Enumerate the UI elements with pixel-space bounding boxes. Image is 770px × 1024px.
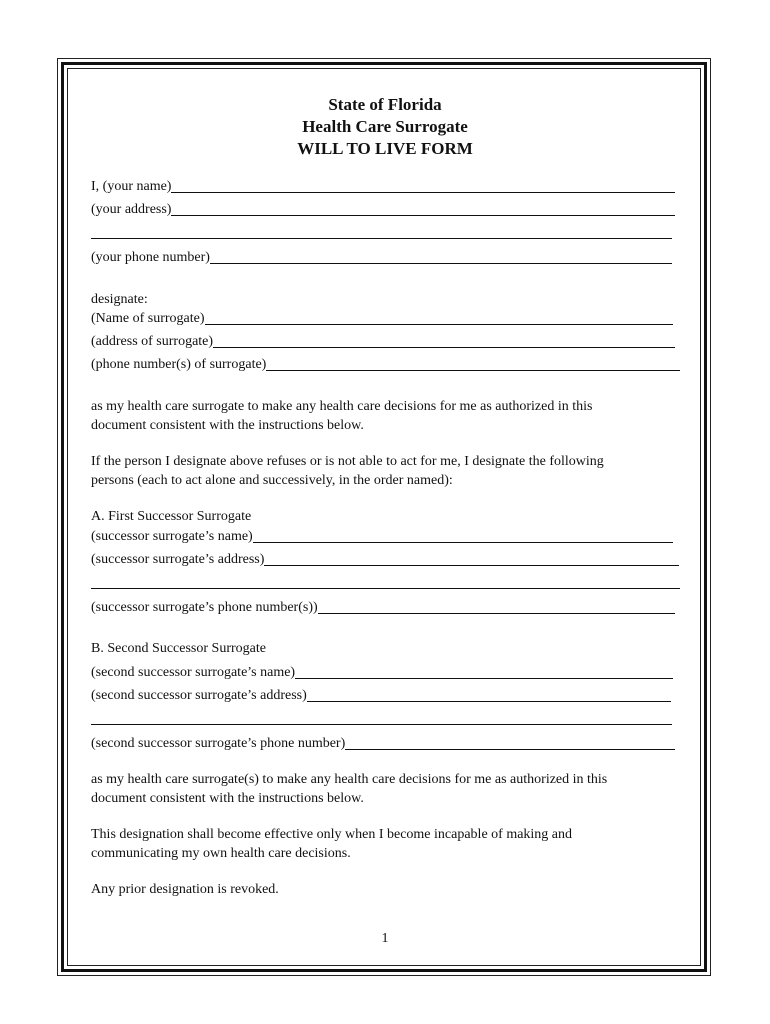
first-successor-address-label: (successor surrogate’s address) bbox=[91, 552, 265, 567]
successor-authorization-line-2: document consistent with the instructions below. bbox=[91, 791, 364, 806]
second-successor-phone-label: (second successor surrogate’s phone number) bbox=[91, 736, 346, 751]
your-address-row bbox=[91, 200, 675, 218]
second-successor-address-field[interactable] bbox=[307, 687, 671, 702]
second-successor-name-row bbox=[91, 663, 673, 681]
title-form-type: Health Care Surrogate bbox=[302, 117, 468, 136]
surrogate-phone-field[interactable] bbox=[266, 356, 680, 371]
second-successor-name-label: (second successor surrogate’s name) bbox=[91, 665, 296, 680]
first-successor-name-field[interactable] bbox=[253, 528, 673, 543]
surrogate-phone-label: (phone number(s) of surrogate) bbox=[91, 357, 267, 372]
successor-authorization-line-1: as my health care surrogate(s) to make any health care decisions for me as authorized in this bbox=[91, 772, 608, 787]
second-successor-address-line-2[interactable] bbox=[91, 724, 672, 725]
your-name-row bbox=[91, 177, 675, 195]
your-phone-field[interactable] bbox=[210, 249, 672, 264]
your-address-line-2[interactable] bbox=[91, 238, 672, 239]
first-successor-address-line-2[interactable] bbox=[91, 588, 680, 589]
your-name-label: I, (your name) bbox=[91, 179, 172, 194]
first-successor-phone-label: (successor surrogate’s phone number(s)) bbox=[91, 600, 318, 615]
revocation-clause: Any prior designation is revoked. bbox=[91, 882, 279, 897]
your-phone-row bbox=[91, 248, 672, 266]
second-successor-phone-row bbox=[91, 734, 675, 752]
surrogate-phone-row bbox=[91, 355, 680, 373]
your-phone-label: (your phone number) bbox=[91, 250, 210, 265]
second-successor-address-row bbox=[91, 686, 671, 704]
surrogate-address-field[interactable] bbox=[213, 333, 675, 348]
first-successor-name-row bbox=[91, 527, 673, 545]
first-successor-heading: A. First Successor Surrogate bbox=[91, 509, 252, 524]
second-successor-name-field[interactable] bbox=[295, 664, 673, 679]
successor-intro-line-1: If the person I designate above refuses or is not able to act for me, I designate the following bbox=[91, 454, 604, 469]
page-number: 1 bbox=[381, 931, 389, 946]
title-state: State of Florida bbox=[328, 95, 442, 114]
second-successor-phone-field[interactable] bbox=[345, 735, 675, 750]
surrogate-name-label: (Name of surrogate) bbox=[91, 311, 205, 326]
first-successor-phone-row bbox=[91, 598, 675, 616]
your-name-field[interactable] bbox=[171, 178, 675, 193]
surrogate-address-row bbox=[91, 332, 675, 350]
your-address-label: (your address) bbox=[91, 202, 172, 217]
designate-heading: designate: bbox=[91, 292, 148, 307]
successor-intro-line-2: persons (each to act alone and successively, in the order named): bbox=[91, 473, 453, 488]
first-successor-address-row bbox=[91, 550, 679, 568]
authorization-line-1: as my health care surrogate to make any health care decisions for me as authorized in this bbox=[91, 399, 593, 414]
second-successor-heading: B. Second Successor Surrogate bbox=[91, 641, 266, 656]
second-successor-address-label: (second successor surrogate’s address) bbox=[91, 688, 307, 703]
effective-clause-line-2: communicating my own health care decisions. bbox=[91, 846, 351, 861]
first-successor-address-field[interactable] bbox=[264, 551, 679, 566]
title-form-name: WILL TO LIVE FORM bbox=[297, 139, 473, 158]
surrogate-address-label: (address of surrogate) bbox=[91, 334, 214, 349]
authorization-line-2: document consistent with the instructions below. bbox=[91, 418, 364, 433]
surrogate-name-field[interactable] bbox=[205, 310, 673, 325]
effective-clause-line-1: This designation shall become effective only when I become incapable of making and bbox=[91, 827, 573, 842]
first-successor-name-label: (successor surrogate’s name) bbox=[91, 529, 253, 544]
surrogate-name-row bbox=[91, 309, 673, 327]
your-address-field[interactable] bbox=[171, 201, 675, 216]
first-successor-phone-field[interactable] bbox=[318, 599, 675, 614]
